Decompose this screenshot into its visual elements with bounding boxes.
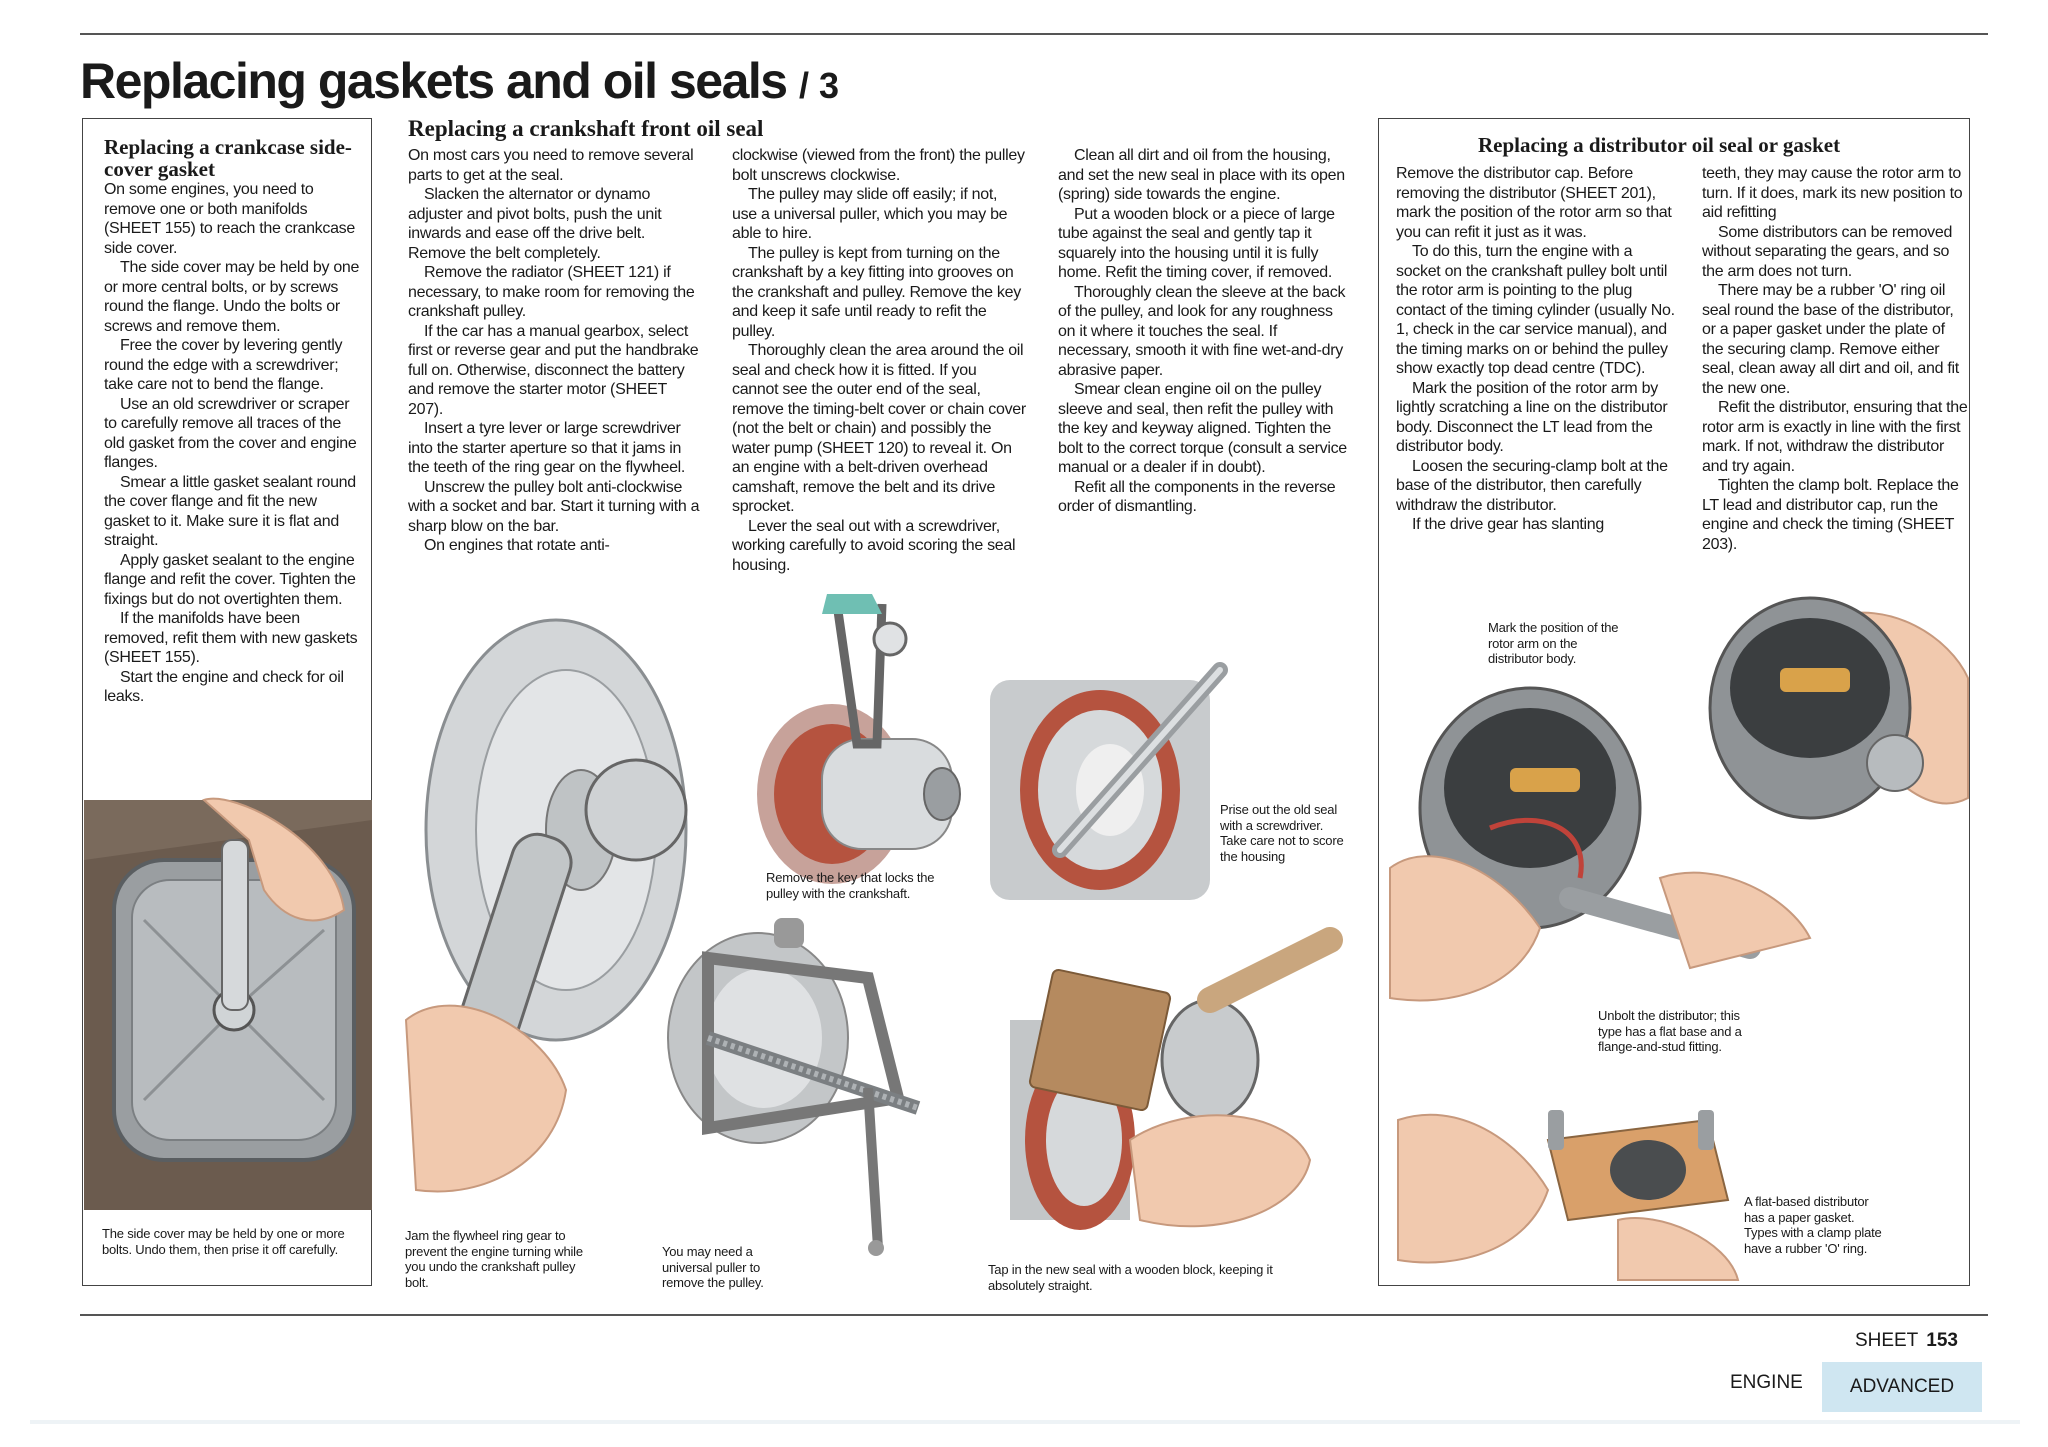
page-title	[80, 52, 839, 110]
key-caption: Remove the key that locks the pulley with the crankshaft.	[766, 870, 935, 901]
distributor-paragraph: Refit the distributor, ensuring that the rotor arm is exactly in line with the first mark. If not, withdraw the distributor and try again.	[1702, 399, 1968, 475]
page-title-text: Replacing gaskets and oil seals	[80, 53, 787, 109]
crankcase-paragraph: Apply gasket sealant to the engine flange and refit the cover. Tighten the fixings but do not overtighten them.	[104, 551, 356, 608]
distributor-paragraph: Remove the distributor cap. Before removing the distributor (SHEET 201), mark the position of the rotor arm so that you can refit it just as it was.	[1396, 165, 1672, 241]
distributor-paragraph: teeth, they may cause the rotor arm to turn. If it does, mark its new position to aid refitting	[1702, 165, 1963, 221]
distributor-paragraph: Mark the position of the rotor arm by lightly scratching a line on the distributor body. Disconnect the LT lead from the distributor body.	[1396, 379, 1668, 455]
hammer-block-illustration	[1010, 940, 1340, 1260]
distributor-paragraph: If the drive gear has slanting	[1412, 516, 1605, 533]
crankcase-paragraph: The side cover may be held by one or more central bolts, or by screws round the flange. Undo the bolts or screws and remove them.	[104, 259, 360, 335]
crankshaft-paragraph: Thoroughly clean the area around the oil seal and check how it is fitted. If you cannot see the outer end of the seal, remove the timing-belt cover or chain cover (not the belt or chain) and possibly the water pump (SHEET 120) to reveal it. On an engine with a belt-driven overhead camshaft, remove the belt and its drive sprocket.	[732, 342, 1026, 515]
crankshaft-paragraph: clockwise (viewed from the front) the pulley bolt unscrews clockwise.	[732, 147, 1025, 184]
distributor-column-2	[1702, 164, 1968, 564]
section-label: ENGINE	[1730, 1372, 1803, 1393]
crankcase-paragraph: On some engines, you need to remove one or both manifolds (SHEET 155) to reach the crankcase side cover.	[104, 181, 355, 257]
crankshaft-paragraph: Refit all the components in the reverse order of dismantling.	[1058, 478, 1336, 515]
bottom-rule	[80, 1314, 1988, 1316]
crankshaft-paragraph: Insert a tyre lever or large screwdriver into the starter aperture so that it jams in the teeth of the ring gear on the flywheel.	[408, 420, 686, 476]
distributor-paragraph: Some distributors can be removed without separating the gears, and so the arm does not turn.	[1702, 223, 1953, 280]
crankcase-caption: The side cover may be held by one or more bolts. Undo them, then prise it off carefully.	[102, 1226, 345, 1257]
crankshaft-paragraph: Unscrew the pulley bolt anti-clockwise with a socket and bar. Start it turning with a sharp blow on the bar.	[408, 478, 700, 535]
distributor-paragraph: Loosen the securing-clamp bolt at the base of the distributor, then carefully withdraw the distributor.	[1396, 457, 1668, 514]
crankshaft-paragraph: Slacken the alternator or dynamo adjuster and pivot bolts, push the unit inwards and ease off the drive belt. Remove the belt completely.	[408, 186, 662, 262]
crankshaft-paragraph: If the car has a manual gearbox, select first or reverse gear and put the handbrake full on. Otherwise, disconnect the battery and remove the starter motor (SHEET 207).	[408, 322, 699, 418]
sheet-label-text: SHEET	[1854, 1330, 1919, 1351]
tap-caption: Tap in the new seal with a wooden block, keeping it absolutely straight.	[988, 1262, 1273, 1293]
crankcase-heading: Replacing a crankcase side-cover gasket	[104, 136, 352, 181]
distributor-column-1	[1396, 164, 1678, 564]
crankcase-paragraph: Start the engine and check for oil leaks.	[104, 668, 344, 705]
distributor-paragraph: There may be a rubber 'O' ring oil seal round the base of the distributor, or a paper gasket under the plate of the securing clamp. Remove either seal, clean away all dirt and oil, and fit the new one.	[1702, 282, 1959, 397]
mark-caption: Mark the position of the rotor arm on the distributor body.	[1488, 620, 1619, 666]
crankshaft-paragraph: Remove the radiator (SHEET 121) if necessary, to make room for removing the crankshaft pulley.	[408, 264, 695, 320]
distributor-paragraph: To do this, turn the engine with a socket on the crankshaft pulley bolt until the rotor arm is pointing to the plug contact of the timing cylinder (usually No. 1, check in the car service manual), and the timing marks on or behind the pulley show exactly top dead centre (TDC).	[1396, 243, 1675, 377]
crankshaft-paragraph: Clean all dirt and oil from the housing, and set the new seal in place with its open (spring) side towards the engine.	[1058, 147, 1345, 203]
crankcase-paragraph: Free the cover by levering gently round the edge with a screwdriver; take care not to bend the flange.	[104, 337, 343, 393]
top-rule	[80, 33, 1988, 35]
unbolt-caption: Unbolt the distributor; this type has a flat base and a flange-and-stud fitting.	[1598, 1008, 1742, 1054]
ring-gear-caption: Jam the flywheel ring gear to prevent the engine turning while you undo the crankshaft pulley bolt.	[405, 1228, 583, 1290]
prise-caption: Prise out the old seal with a screwdriver. Take care not to score the housing	[1220, 802, 1344, 864]
puller-illustration	[668, 918, 938, 1258]
level-badge: ADVANCED	[1822, 1362, 1982, 1412]
crankshaft-paragraph: Lever the seal out with a screwdriver, working carefully to avoid scoring the seal housing.	[732, 517, 1016, 574]
distributor-heading: Replacing a distributor oil seal or gasket	[1478, 133, 1841, 157]
distributor-illustration	[1390, 578, 1968, 1008]
distributor-paragraph: Tighten the clamp bolt. Replace the LT lead and distributor cap, run the engine and check the timing (SHEET 203).	[1702, 477, 1959, 553]
screwdriver-seal-illustration	[990, 660, 1230, 920]
crankshaft-column-1	[408, 146, 704, 586]
crankcase-cover-illustration	[84, 800, 372, 1210]
crankshaft-paragraph: Put a wooden block or a piece of large tube against the seal and gently tap it squarely into the housing until it is fully home. Refit the timing cover, if removed.	[1058, 205, 1335, 281]
crankcase-paragraph: Use an old screwdriver or scraper to carefully remove all traces of the old gasket from the cover and engine flanges.	[104, 395, 357, 471]
sheet-number: 153	[1926, 1330, 1958, 1351]
crankcase-paragraph: If the manifolds have been removed, refit them with new gaskets (SHEET 155).	[104, 610, 358, 666]
crankshaft-heading: Replacing a crankshaft front oil seal	[408, 116, 764, 141]
crankshaft-paragraph: On most cars you need to remove several parts to get at the seal.	[408, 147, 694, 184]
flat-caption: A flat-based distributor has a paper gasket. Types with a clamp plate have a rubber 'O' ring.	[1744, 1194, 1882, 1256]
bottom-strip	[30, 1420, 2020, 1424]
crankcase-paragraph: Smear a little gasket sealant round the cover flange and fit the new gasket to it. Make sure it is flat and straight.	[104, 473, 356, 549]
page-part-number: / 3	[798, 65, 840, 106]
crankshaft-paragraph: The pulley may slide off easily; if not, use a universal puller, which you may be able to hire.	[732, 186, 1008, 242]
crankshaft-paragraph: The pulley is kept from turning on the crankshaft by a key fitting into grooves on the crankshaft and pulley. Remove the key and keep it safe until ready to refit the pulley.	[732, 244, 1021, 340]
crankshaft-column-3	[1058, 146, 1354, 586]
crankshaft-paragraph: Thoroughly clean the sleeve at the back of the pulley, and look for any roughness on it where it touches the seal. If necessary, smooth it with fine wet-and-dry abrasive paper.	[1058, 283, 1346, 379]
puller-caption: You may need a universal puller to remove the pulley.	[662, 1244, 764, 1290]
distributor-gasket-illustration	[1398, 1080, 1742, 1280]
crankshaft-column-2	[732, 146, 1026, 586]
sheet-label	[1855, 1330, 1958, 1352]
crankshaft-paragraph: Smear clean engine oil on the pulley sleeve and seal, then refit the pulley with the key and keyway aligned. Tighten the bolt to the correct torque (consult a service manual or a dealer if in doubt).	[1058, 381, 1347, 476]
crankshaft-paragraph: On engines that rotate anti-	[424, 537, 610, 554]
crankcase-body	[104, 180, 362, 707]
pliers-key-illustration	[742, 594, 992, 884]
crankcase-text-column	[104, 136, 362, 776]
